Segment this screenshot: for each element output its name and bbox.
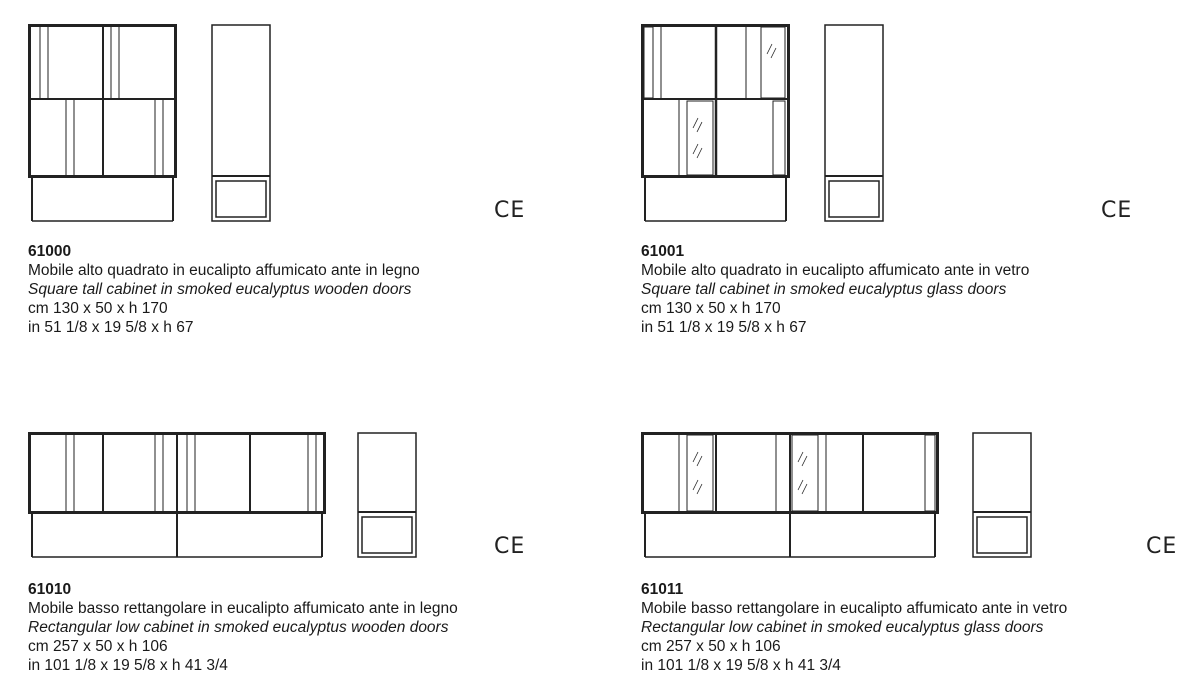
ce-mark: CE: [494, 534, 526, 559]
product-info: [28, 242, 420, 337]
product-info: [641, 580, 1067, 675]
product-code: 61000: [28, 243, 72, 260]
ce-mark: CE: [1146, 534, 1178, 559]
dimensions-cm: cm 257 x 50 x h 106: [641, 638, 781, 655]
side-view-drawing: [211, 24, 273, 224]
side-view-drawing: [357, 432, 419, 560]
dimensions-in: in 101 1/8 x 19 5/8 x h 41 3/4: [641, 657, 841, 674]
description-italian: Mobile alto quadrato in eucalipto affumicato ante in vetro: [641, 262, 1030, 279]
front-view-drawing: [641, 24, 791, 224]
dimensions-cm: cm 130 x 50 x h 170: [641, 300, 781, 317]
product-code: 61010: [28, 581, 72, 598]
product-code: 61001: [641, 243, 685, 260]
ce-mark: CE: [494, 198, 526, 223]
description-italian: Mobile alto quadrato in eucalipto affumicato ante in legno: [28, 262, 420, 279]
dimensions-cm: cm 130 x 50 x h 170: [28, 300, 168, 317]
description-italian: Mobile basso rettangolare in eucalipto affumicato ante in vetro: [641, 600, 1068, 617]
dimensions-cm: cm 257 x 50 x h 106: [28, 638, 168, 655]
description-english: Rectangular low cabinet in smoked eucalyptus glass doors: [641, 619, 1044, 636]
product-code: 61011: [641, 581, 684, 598]
front-view-drawing: [641, 432, 941, 560]
product-info: [641, 242, 1029, 337]
dimensions-in: in 51 1/8 x 19 5/8 x h 67: [28, 319, 194, 336]
description-english: Rectangular low cabinet in smoked eucalyptus wooden doors: [28, 619, 449, 636]
side-view-drawing: [972, 432, 1034, 560]
description-english: Square tall cabinet in smoked eucalyptus glass doors: [641, 281, 1007, 298]
dimensions-in: in 101 1/8 x 19 5/8 x h 41 3/4: [28, 657, 228, 674]
dimensions-in: in 51 1/8 x 19 5/8 x h 67: [641, 319, 807, 336]
side-view-drawing: [824, 24, 886, 224]
description-english: Square tall cabinet in smoked eucalyptus wooden doors: [28, 281, 412, 298]
front-view-drawing: [28, 24, 178, 224]
front-view-drawing: [28, 432, 328, 560]
ce-mark: CE: [1101, 198, 1133, 223]
product-info: [28, 580, 458, 675]
description-italian: Mobile basso rettangolare in eucalipto affumicato ante in legno: [28, 600, 458, 617]
